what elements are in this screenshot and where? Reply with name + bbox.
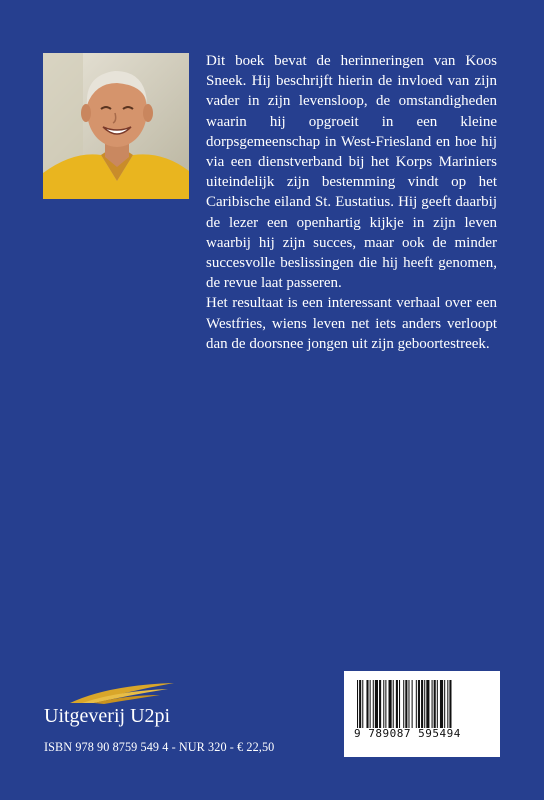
barcode-bar	[389, 680, 392, 728]
barcode-bar	[370, 680, 371, 728]
barcode-bar	[359, 680, 361, 728]
barcode-bar	[426, 680, 429, 728]
barcode-digits: 9 789087 595494	[354, 727, 461, 740]
barcode-bar	[362, 680, 363, 728]
barcode-bar	[437, 680, 438, 728]
barcode-bar	[412, 680, 413, 728]
barcode-bar	[357, 680, 358, 728]
blurb-paragraph-2: Het resultaat is een interessant verhaal over een Westfries, wiens leven net iets anders verloopt dan de doorsnee jongen uit zijn geboortestreek.	[206, 295, 497, 352]
gold-wing-icon	[68, 681, 178, 705]
barcode-bar	[416, 680, 417, 728]
barcode-bar	[396, 680, 398, 728]
blurb-paragraph-1: Dit boek bevat de herinneringen van Koos Sneek. Hij beschrijft hierin de invloed van zijn vader in zijn levensloop, de omstandigheden waarin hij opgroeit in een kleine dorpsgemeenschap in West-Friesland en hoe hij via een dienstverband bij het Korps Mariniers uiteindelijk zijn bestemming vindt op het Caribische eiland St. Eustatius. Hij geeft daarbij de lezer een openhartig kijkje in zijn leven waarbij hij zijn succes, maar ook de minder succesvolle beslissingen die hij heeft genomen, de revue laat passeren.	[206, 53, 497, 292]
back-cover-blurb	[206, 51, 497, 354]
barcode-bar	[373, 680, 374, 728]
barcode	[344, 671, 500, 757]
barcode-bar	[379, 680, 381, 728]
publisher-logo	[44, 681, 274, 741]
barcode-bar	[383, 680, 384, 728]
barcode-bar	[434, 680, 436, 728]
barcode-bar	[440, 680, 443, 728]
isbn-price-line: ISBN 978 90 8759 549 4 - NUR 320 - € 22,50	[44, 740, 275, 754]
barcode-bar	[399, 680, 400, 728]
barcode-bar	[424, 680, 425, 728]
barcode-bar	[444, 680, 445, 728]
barcode-bar	[408, 680, 409, 728]
barcode-bar	[432, 680, 433, 728]
barcode-bar	[447, 680, 448, 728]
barcode-bar	[421, 680, 423, 728]
barcode-bars	[357, 680, 484, 728]
barcode-bar	[449, 680, 451, 728]
publisher-name: Uitgeverij U2pi	[44, 705, 171, 727]
barcode-bar	[405, 680, 407, 728]
barcode-bar	[418, 680, 420, 728]
barcode-bar	[375, 680, 378, 728]
barcode-bar	[366, 680, 368, 728]
barcode-bar	[385, 680, 386, 728]
barcode-bar	[393, 680, 394, 728]
author-photo	[43, 53, 189, 199]
author-portrait-image	[43, 53, 189, 199]
barcode-bar	[403, 680, 404, 728]
